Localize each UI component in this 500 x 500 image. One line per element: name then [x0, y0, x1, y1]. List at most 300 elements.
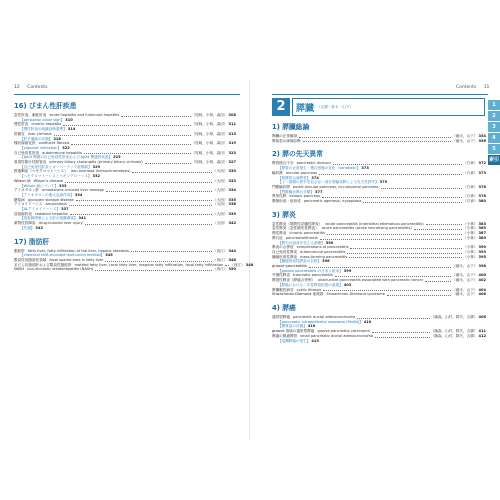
entry-authors: （藤永，山下） — [452, 278, 478, 283]
entry-term: 通常型膵癌 — [272, 314, 290, 319]
sub-topic-page: 410 — [363, 319, 372, 324]
entry-term: 膵臓の正常解剖 — [272, 134, 298, 138]
entry-authors: （大西） — [213, 202, 228, 207]
entry-sub-topic[interactable] — [14, 226, 236, 231]
toc-entry — [14, 122, 236, 131]
entry-page: 393 — [478, 249, 486, 254]
entry-authors: （小林） — [463, 226, 478, 231]
entry-term: 限局性低脂肪化領域 — [14, 257, 47, 262]
leader-dots — [372, 332, 430, 333]
sub-topic-page: 314 — [67, 127, 76, 132]
leader-dots — [303, 141, 452, 142]
entry-authors: （尾崎，小林，森田） — [191, 141, 228, 146]
chapter-title: 膵臓 — [296, 103, 315, 114]
sub-topic-page: 325 — [113, 155, 121, 160]
entry-authors: （藤永，山下） — [452, 134, 478, 138]
entry-page: 408 — [478, 314, 486, 319]
entry-english: acute pancreatitis (acute necrotizing pancreatitis) — [321, 226, 412, 231]
leader-dots — [381, 188, 463, 189]
sub-topic-text: 【groove pancreatitis の日本と欧米】 — [278, 268, 343, 273]
sub-topic-text: 【放射線照射による肝の組織傷害】 — [20, 216, 78, 221]
entry-authors: （尾崎，小林，森田） — [191, 160, 228, 165]
section-title: 16) びまん性肝疾患 — [14, 102, 77, 110]
sub-topic-text: 【自己免疫性肝炎とオーバーラップ症候群】 — [20, 164, 92, 169]
sub-topic-text: 【capsular retraction】 — [20, 145, 62, 150]
entry-page: 330 — [228, 169, 236, 174]
sub-topic-page: 410 — [307, 324, 316, 329]
entry-page: 376 — [478, 184, 486, 189]
entry-page: 315 — [228, 131, 236, 136]
entry-term: 自己免疫性膵炎 — [272, 249, 298, 254]
toc-entry — [14, 151, 236, 160]
chapter-tab[interactable]: 5 — [488, 144, 500, 154]
entry-page: 404 — [478, 287, 486, 292]
entry-authors: （藤永，山下） — [452, 273, 478, 278]
entry-english: Shwachman-Diamond syndrome — [326, 292, 385, 297]
entry-page: 406 — [478, 292, 486, 297]
leader-dots — [375, 337, 430, 338]
entry-page: 350 — [228, 267, 236, 272]
leader-dots — [65, 182, 212, 183]
entry-authors: （大西） — [213, 188, 228, 193]
leader-dots — [357, 318, 430, 319]
sub-topic-page: 403 — [343, 282, 352, 287]
sub-topic-text: 【chemical shift-encoded multi-echo method】 — [20, 253, 105, 258]
entry-page: 383 — [478, 221, 486, 226]
right-page-header — [456, 85, 489, 90]
entry-term: groove 領域の通常型膵癌 — [272, 329, 315, 334]
entry-authors: （大西） — [213, 178, 228, 183]
toc-section — [14, 236, 254, 273]
entry-authors: （石神） — [463, 170, 478, 175]
sub-topic-text: 【アミオダロンの重大な副作用】 — [20, 192, 74, 197]
leader-dots — [105, 261, 212, 262]
entry-term: 糖原病 — [14, 197, 25, 202]
leader-dots — [54, 135, 191, 136]
entry-authors: （小林） — [463, 231, 478, 236]
entry-english: obstructive pancreatitis associated with pancreatic cancer — [318, 278, 424, 283]
toc-entry — [272, 139, 486, 144]
entry-term: 槐状線維化肝 — [14, 141, 36, 146]
entry-authors: （藤永，山下） — [452, 287, 478, 292]
entry-authors: （尾崎，小林，森田） — [191, 122, 228, 127]
leader-dots — [327, 234, 462, 235]
entry-english: iron overload (hemochromatosis) — [70, 169, 131, 174]
entry-term: 膵疾患の画像診断 — [272, 138, 301, 143]
sub-topic-text: 【腫瘤形成性膵炎の名称】 — [278, 259, 322, 264]
toc-entry — [14, 267, 236, 272]
entry-english: complications of pancreatitis — [296, 245, 349, 250]
right-page-number: 11 — [483, 85, 490, 90]
entry-page: 387 — [478, 231, 486, 236]
entry-authors: （西江） — [213, 257, 228, 262]
entry-page: 390 — [478, 245, 486, 250]
entry-authors: （石神） — [463, 161, 478, 166]
leader-dots — [95, 270, 212, 271]
entry-authors: （小林） — [463, 249, 478, 254]
sub-topic-page: 337 — [61, 207, 69, 212]
entry-english: acute hepatitis and fulminant hepatitis — [49, 113, 120, 117]
entry-authors: （藤森，山村，降矢，吉廣） — [430, 333, 478, 338]
leader-dots — [85, 224, 212, 225]
sub-topic-page: 332 — [92, 174, 101, 179]
entry-page: 323 — [228, 150, 236, 155]
sub-topic-text: 【ヘモクロマトーシスとヘモジデローシス】 — [20, 174, 92, 179]
leader-dots — [106, 191, 212, 192]
leader-dots — [349, 257, 462, 258]
toc-entry — [14, 188, 236, 197]
entry-english: amyloidosis — [45, 202, 67, 207]
leader-dots — [320, 239, 463, 240]
toc-entry-line[interactable] — [272, 199, 486, 204]
entry-term: 肝硬変 — [14, 131, 25, 136]
entry-authors: （石神） — [463, 194, 478, 199]
toc-entry-line[interactable] — [272, 292, 486, 297]
entry-term: 膵炎の合併症 — [272, 245, 294, 250]
leader-dots — [323, 290, 451, 291]
toc-entry — [272, 315, 486, 329]
entry-english: drug-induced liver injury — [38, 221, 83, 226]
entry-term: 膵管性膵炎（膵癌合併例） — [272, 278, 316, 283]
toc-entry — [14, 202, 236, 211]
toc-entry — [14, 169, 236, 178]
entry-english: pancreatic agenesis, hypoplasia — [303, 199, 362, 204]
sub-topic-page: 377 — [314, 189, 323, 194]
entry-term: Wilson 病 — [14, 178, 31, 183]
sub-topic-page: 329 — [92, 164, 101, 169]
entry-english: pancreatic divisum — [296, 161, 331, 166]
entry-authors: （西江） — [213, 267, 228, 272]
entry-authors: （尾崎，小林，森田） — [191, 150, 228, 155]
entry-english: amiodarone-induced liver damage — [42, 188, 105, 193]
toc-section — [272, 302, 486, 343]
section-title: 17) 脂肪肝 — [14, 237, 50, 246]
sub-topic-page: 322 — [62, 145, 70, 150]
entry-authors: （大西） — [213, 197, 228, 202]
entry-term: 膵無形成・低形成 — [272, 199, 301, 204]
sub-topic-page: 399 — [343, 268, 352, 273]
leader-dots — [387, 295, 451, 296]
toc-entry — [272, 236, 486, 245]
sub-topic-text: 【periportal collar sign】 — [20, 117, 65, 122]
entry-english: ectopic pancreas — [289, 194, 320, 199]
chapter-subtitle: （吉廣・鈴木・山下） — [317, 104, 353, 109]
sub-topic-page: 341 — [78, 216, 87, 221]
entry-english: chronic pancreatitis — [289, 231, 325, 236]
chapter-title-box — [292, 98, 485, 116]
entry-authors: （小林） — [463, 254, 478, 259]
left-page-header — [14, 85, 47, 90]
entry-term: 門脈輪状膵 — [272, 184, 290, 189]
entry-english: primary biliary cholangitis (primary biliary cirrhosis) — [49, 160, 143, 165]
toc-entry — [272, 292, 486, 297]
entry-authors: （藤森，山村，降矢，吉廣） — [430, 314, 478, 319]
entry-english: glycogen storage disease — [27, 197, 74, 202]
entry-english: cystic fibrosis — [296, 287, 321, 292]
entry-term: 慢性肝炎 — [14, 122, 29, 127]
sub-topic-text: 【膵管の正常発生・癒合形態の変化（variation）】 — [278, 166, 361, 171]
sub-topic-page: 318 — [53, 136, 61, 141]
entry-page: 402 — [478, 278, 486, 283]
sub-topic-text: 【代謝】 — [20, 225, 35, 230]
leader-dots — [131, 251, 212, 252]
toc-entry — [272, 199, 486, 204]
entry-page: 336 — [228, 202, 236, 207]
leader-dots — [63, 125, 190, 126]
entry-term: 急性膵炎（間質性浮腫性膵炎） — [272, 221, 323, 226]
sub-topic-page: 333 — [59, 183, 67, 188]
entry-authors: （西江） — [213, 248, 228, 253]
entry-term: groove pancreatitis — [272, 264, 307, 269]
chapter-side-tabs — [488, 100, 500, 166]
toc-section — [14, 100, 236, 231]
toc-entry — [272, 171, 486, 185]
entry-english: fatty liver, fatty infiltration of the liver, hepatic steatosis — [27, 248, 129, 253]
sub-topic-text: 【Wilson 病について】 — [20, 183, 59, 188]
leader-dots — [145, 163, 191, 164]
toc-entry — [272, 185, 486, 194]
entry-term: 膵嚢胞性病変 — [272, 287, 294, 292]
toc-entry-line[interactable] — [272, 139, 486, 144]
entry-page: 411 — [478, 329, 486, 334]
entry-term: 膵管癒合不全 — [272, 161, 294, 166]
entry-english: mottled fatty liver, focal fatty liver, irregular fatty infiltration, focal fatty infiltration — [74, 262, 224, 267]
sub-topic-text: 【慢性肝炎の組織診断基準】 — [20, 127, 67, 132]
section-title: 1) 膵臓総論 — [272, 123, 310, 131]
right-header-rule — [272, 94, 488, 95]
left-page-label: Contents — [27, 85, 48, 90]
sub-topic-text: 【浸潤膵癌の発生】 — [278, 338, 311, 343]
entry-english: non-alcoholic steatohepatitis (NASH) — [27, 267, 94, 272]
sub-topic-text: 【ALアミロイドーシス】 — [20, 207, 61, 212]
entry-term: 急性肝炎，劇症肝炎 — [14, 113, 47, 117]
entry-page: 344 — [228, 248, 236, 253]
entry-english: traumatic pancreatitis — [292, 273, 333, 278]
entry-page: 356 — [478, 138, 486, 143]
entry-english: pancreatolithiasis — [285, 235, 318, 240]
leader-dots — [309, 267, 452, 268]
chapter-tab[interactable]: 索引 — [488, 157, 499, 163]
section-title: 3) 膵炎 — [272, 210, 296, 219]
entry-authors: （藤永，山下） — [452, 292, 478, 297]
entry-authors: （小林） — [463, 221, 478, 226]
entry-page: 412 — [478, 333, 486, 338]
leader-dots — [121, 116, 190, 117]
sub-topic-page: 413 — [311, 338, 319, 343]
right-page-label: Contents — [456, 85, 477, 90]
leader-dots — [319, 174, 462, 175]
leader-dots — [299, 137, 451, 138]
entry-english: autoimmune pancreatitis — [300, 249, 346, 254]
entry-english: portal annular pancreas, circumportal pancreas — [292, 184, 379, 189]
leader-dots — [76, 200, 212, 201]
section-title: 4) 膵癌 — [272, 303, 296, 312]
sub-topic-page: 310 — [65, 117, 73, 122]
toc-entry — [272, 278, 486, 287]
toc-entry — [14, 249, 236, 258]
entry-authors: （大西） — [213, 169, 228, 174]
left-header-rule — [14, 94, 240, 95]
entry-term: 自己免疫性肝炎 — [14, 150, 40, 155]
entry-page: 354 — [478, 134, 486, 138]
entry-english: confluent fibrosis — [38, 141, 70, 146]
entry-term: 異所性膵 — [272, 194, 287, 199]
sub-topic-text: 【十二指腸の狭窄を有さない部分型輪状膵による先天性狭窄】 — [278, 180, 379, 185]
entry-page: 400 — [478, 273, 486, 278]
entry-authors: （小林） — [463, 235, 478, 240]
entry-term: まだら状脂肪肝および限局性脂肪肝 — [14, 262, 72, 267]
chapter-number: 2 — [272, 98, 290, 116]
toc-section — [272, 148, 486, 203]
entry-page: 385 — [478, 226, 486, 231]
toc-entry — [14, 212, 236, 221]
entry-authors: （藤森，山村，降矢，吉廣） — [430, 329, 478, 334]
entry-english: radiation hepatitis — [34, 211, 68, 216]
entry-page: 319 — [228, 141, 236, 146]
entry-page: 339 — [228, 211, 236, 216]
sub-topic-page: 343 — [35, 225, 43, 230]
sub-topic-text: 【膵石の組成を変える治療】 — [278, 240, 325, 245]
toc-entry — [14, 179, 236, 188]
entry-authors: （西江） — [230, 262, 245, 267]
toc-entry — [14, 221, 236, 230]
leader-dots — [335, 276, 452, 277]
entry-page: 346 — [228, 257, 236, 262]
entry-term: 原発性胆汁性胆管炎 — [14, 160, 47, 165]
toc-entry — [272, 161, 486, 170]
sub-topic-text: 【間質量の評価】 — [278, 324, 307, 329]
entry-english: focal spared area in fatty liver — [49, 257, 104, 262]
entry-page: 308 — [228, 113, 236, 117]
toc-entry-line[interactable] — [14, 267, 236, 272]
sub-topic-text: 【pancreatic intraepithelial neoplasia (PanIN)】 — [278, 319, 363, 324]
leader-dots — [350, 248, 462, 249]
entry-english: chronic hepatitis — [31, 122, 62, 127]
entry-authors: （石神） — [463, 184, 478, 189]
leader-dots — [414, 229, 462, 230]
entry-page: 334 — [228, 188, 236, 193]
entry-english: small pancreatic ductal adenocarcinoma — [300, 333, 374, 338]
entry-authors: （石神） — [463, 199, 478, 204]
toc-entry — [14, 132, 236, 141]
sub-topic-page: 345 — [105, 253, 113, 258]
sub-topic-page: 373 — [361, 166, 369, 171]
right-toc — [272, 121, 486, 348]
entry-term: 慢性膵炎 — [272, 231, 287, 236]
entry-page: 342 — [228, 221, 236, 226]
chapter-tab[interactable]: 2 — [488, 111, 500, 121]
entry-authors: （尾崎，小林，森田） — [191, 131, 228, 136]
entry-page: 395 — [478, 254, 486, 259]
sub-topic-text: 【IgG4 関連の自己免疫性肝炎および IgG4 関連肝疾患】 — [20, 155, 113, 160]
entry-page: 380 — [478, 199, 486, 204]
entry-term: 膵癌の微細膵管 — [272, 333, 298, 338]
entry-term: アミロイドーシス — [14, 202, 43, 207]
leader-dots — [333, 164, 462, 165]
leader-dots — [425, 281, 451, 282]
sub-topic-page: 390 — [325, 240, 334, 245]
entry-authors: （大西） — [213, 221, 228, 226]
entry-term: 鉄過剰症（ヘモクロマトーシス） — [14, 169, 68, 174]
toc-entry — [14, 141, 236, 150]
section-title: 2) 膵の先天異常 — [272, 150, 323, 159]
entry-term: 放射線肝炎 — [14, 211, 32, 216]
entry-term: 脂肪肝 — [14, 248, 25, 253]
entry-term: NASH — [14, 267, 25, 272]
entry-english: liver cirrhosis — [27, 131, 52, 136]
entry-english: annular pancreas — [285, 170, 318, 175]
leader-dots — [132, 172, 212, 173]
entry-term: アミオダロン肝 — [14, 188, 40, 193]
sub-topic-page: 396 — [322, 259, 330, 264]
left-toc — [14, 100, 254, 277]
leader-dots — [426, 224, 462, 225]
entry-term: 輪状膵 — [272, 170, 283, 175]
leader-dots — [322, 197, 462, 198]
entry-sub-topic[interactable] — [272, 339, 486, 344]
sub-topic-text: 【膵癌における二次性膵管拡張の意義】 — [278, 282, 343, 287]
entry-english: Wilson's disease — [33, 178, 64, 183]
entry-authors: （尾崎，小林，森田） — [191, 113, 228, 117]
sub-topic-page: 375 — [379, 180, 388, 185]
entry-english: pancreatic ductal adenocarcinoma — [292, 314, 356, 319]
entry-page: 311 — [228, 122, 236, 127]
entry-term: 薬物性肝障害 — [14, 221, 36, 226]
sub-topic-page: 334 — [74, 192, 83, 197]
entry-authors: （小林） — [463, 245, 478, 250]
sub-topic-page: 374 — [311, 175, 319, 180]
entry-term: 腫瘤形成性膵炎 — [272, 254, 298, 259]
toc-entry — [14, 113, 236, 122]
chapter-tab[interactable]: 1 — [488, 100, 500, 110]
leader-dots — [363, 202, 462, 203]
entry-page: 378 — [478, 194, 486, 199]
entry-authors: （藤永，山下） — [452, 138, 478, 143]
entry-page: 372 — [478, 161, 486, 166]
entry-page: 398 — [478, 264, 486, 269]
entry-page: 348 — [245, 262, 254, 267]
entry-term: 膵石症 — [272, 235, 283, 240]
entry-page: 373 — [478, 170, 486, 175]
entry-page: 333 — [228, 178, 236, 183]
leader-dots — [69, 205, 212, 206]
entry-english: groove pancreatic carcinoma — [317, 329, 370, 334]
entry-english: acute pancreatitis (interstitial edematous pancreatitis) — [325, 221, 424, 226]
entry-english: autoimmune hepatitis — [42, 150, 82, 155]
toc-entry — [272, 255, 486, 264]
left-page-number: 12 — [14, 85, 20, 90]
sub-topic-text: 【胆膵管合流異常】 — [278, 175, 311, 180]
chapter-tab[interactable]: 3 — [488, 122, 500, 132]
sub-topic-text: 【門脈輪状膵の分類】 — [278, 189, 314, 194]
leader-dots — [70, 214, 212, 215]
toc-section — [272, 121, 486, 143]
chapter-tab[interactable]: 4 — [488, 133, 500, 143]
leader-dots — [71, 144, 190, 145]
entry-authors: （大西） — [213, 211, 228, 216]
toc-section — [272, 209, 486, 297]
toc-entry — [272, 334, 486, 343]
entry-page: 335 — [228, 197, 236, 202]
entry-term: 外傷性膵炎 — [272, 273, 290, 278]
sub-topic-text: 【肝予備能の評価】 — [20, 136, 53, 141]
entry-english: mass-forming pancreatitis — [300, 254, 348, 259]
entry-page: 327 — [228, 160, 236, 165]
entry-term: Shwachman-Diamond 症候群 — [272, 292, 324, 297]
entry-term: 急性膵炎（急性壊死性膵炎） — [272, 226, 319, 231]
leader-dots — [347, 253, 462, 254]
entry-page: 389 — [478, 235, 486, 240]
